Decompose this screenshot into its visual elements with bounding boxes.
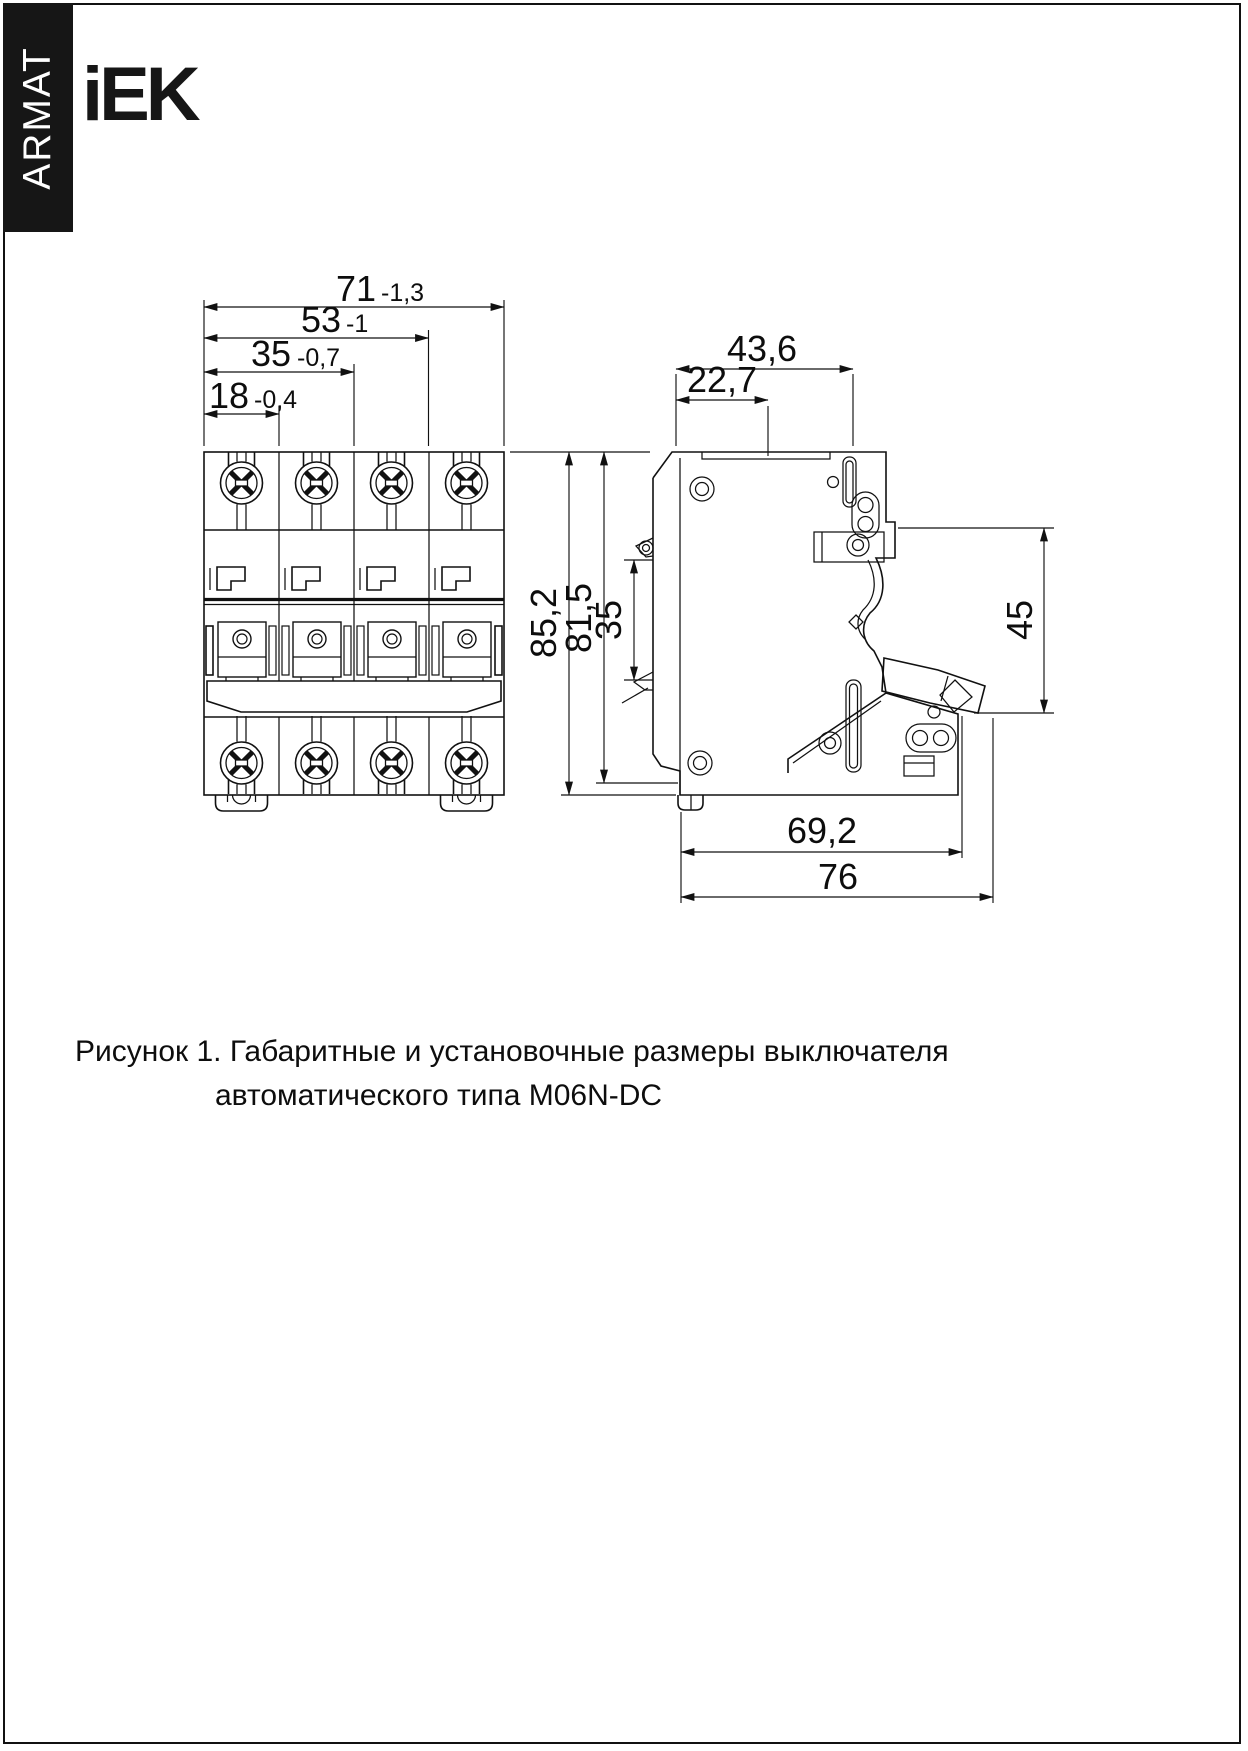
front-din-feet	[216, 795, 493, 811]
dim-width-18: 18	[209, 375, 250, 416]
dim-depth-76: 76	[817, 856, 859, 897]
dim-depth-22-7: 22,7	[686, 359, 758, 400]
dim-width-35: 35	[251, 333, 292, 374]
side-view	[622, 452, 985, 810]
side-view-dimensions	[510, 328, 1054, 903]
iek-logo-text: iEK	[82, 56, 197, 126]
dim-width-71: 71	[336, 268, 377, 309]
dim-width-53: 53	[301, 299, 342, 340]
dim-depth-69-2: 69,2	[786, 810, 858, 851]
dim-width-53-tol: -1	[346, 310, 369, 338]
armat-label: ARMAT	[16, 45, 60, 190]
dim-height-35: 35	[588, 599, 629, 641]
dim-width-35-tol: -0,7	[297, 344, 341, 372]
side-screw-bosses	[688, 477, 869, 775]
dim-depth-43-6: 43,6	[726, 328, 798, 369]
dim-height-81-5: 81,5	[558, 582, 599, 654]
front-view-dimensions	[204, 268, 504, 446]
figure-caption-line2: автоматического типа M06N-DC	[215, 1079, 663, 1112]
side-rear-block-details	[819, 680, 956, 776]
dim-height-85-2: 85,2	[523, 587, 564, 659]
side-top-right-details	[814, 457, 884, 562]
dim-width-71-tol: -1,3	[381, 279, 425, 307]
front-view	[204, 452, 504, 811]
figure-caption	[75, 1030, 955, 1118]
figure-caption-line1: Рисунок 1. Габаритные и установочные размеры выключателя	[75, 1035, 949, 1068]
front-label-bar	[207, 681, 501, 712]
dim-width-18-tol: -0,4	[254, 386, 298, 414]
side-terminal-flag	[882, 658, 985, 713]
front-toggle-levers	[210, 567, 470, 590]
dim-height-45: 45	[999, 599, 1040, 641]
